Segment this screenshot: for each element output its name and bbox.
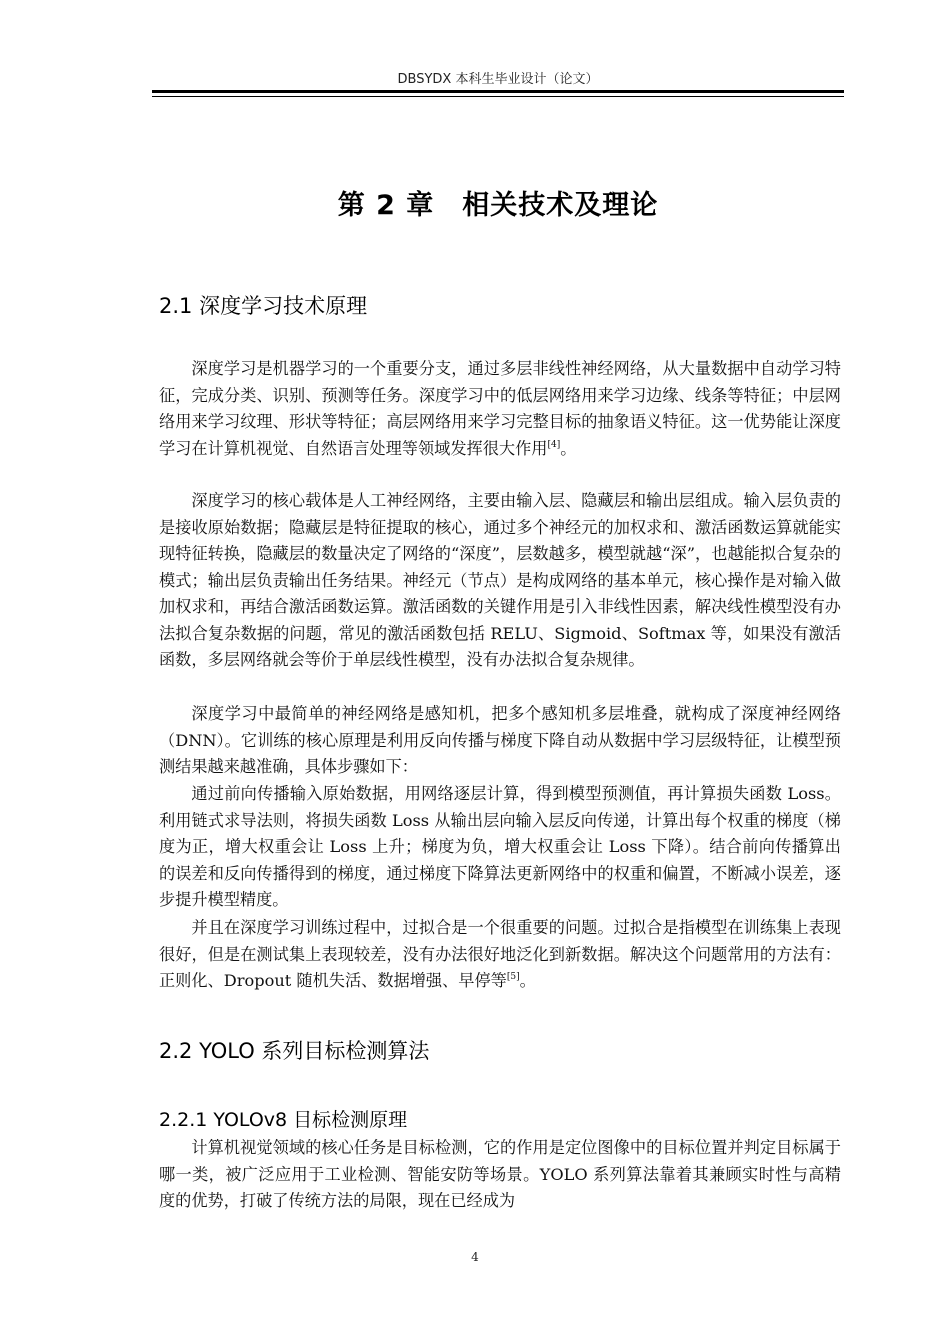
paragraph-2-1-5 [159,915,841,995]
paragraph-end: 。 [560,438,577,458]
chapter-title: 第 2 章 相关技术及理论 [337,190,659,221]
paragraph-end: 。 [519,971,536,990]
paragraph-text: 深度学习是机器学习的一个重要分支，通过多层非线性神经网络，从大量数据中自动学习特征，完成分类、识别、预测等任务。深度学习中的低层网络用来学习边缘、线条等特征；中层网络用来学习纹理、形状等特征；高层网络用来学习完整目标的抽象语义特征。这一优势能让深度学习在计算机视觉、自然语言处理等领域发挥很大作用 [159,359,841,458]
page-number: 4 [471,1250,479,1264]
paragraph-2-1-3: 深度学习中最简单的神经网络是感知机，把多个感知机多层堆叠，就构成了深度神经网络（DNN）。它训练的核心原理是利用反向传播与梯度下降自动从数据中学习层级特征，让模型预测结果越来越准确，具体步骤如下： [159,704,841,776]
paragraph-2-2-1-1: 计算机视觉领域的核心任务是目标检测，它的作用是定位图像中的目标位置并判定目标属于哪一类，被广泛应用于工业检测、智能安防等场景。YOLO 系列算法靠着其兼顾实时性与高精度的优势，打破了传统方法的局限，现在已经成为 [159,1138,841,1210]
section-heading-2-2: 2.2 YOLO 系列目标检测算法 [159,1039,430,1063]
header-rule-thin [152,96,844,97]
subsection-heading-2-2-1: 2.2.1 YOLOv8 目标检测原理 [159,1109,408,1131]
citation-ref: [4] [547,439,561,450]
paragraph-2-1-1 [159,356,841,462]
header-rule-thick [152,90,844,93]
section-heading-2-1: 2.1 深度学习技术原理 [159,294,368,318]
paragraph-text: 并且在深度学习训练过程中，过拟合是一个很重要的问题。过拟合是指模型在训练集上表现很好，但是在测试集上表现较差，没有办法很好地泛化到新数据。解决这个问题常用的方法有：正则化、Dropout 随机失活、数据增强、早停等 [159,918,841,990]
running-header: DBSYDX 本科生毕业设计（论文） [397,72,599,87]
citation-ref: [5] [506,972,520,982]
paragraph-2-1-2: 深度学习的核心载体是人工神经网络，主要由输入层、隐藏层和输出层组成。输入层负责的是接收原始数据；隐藏层是特征提取的核心，通过多个神经元的加权求和、激活函数运算就能实现特征转换，隐藏层的数量决定了网络的“深度”，层数越多，模型就越“深”，也越能拟合复杂的模式；输出层负责输出任务结果。神经元（节点）是构成网络的基本单元，核心操作是对输入做加权求和，再结合激活函数运算。激活函数的关键作用是引入非线性因素，解决线性模型没有办法拟合复杂数据的问题，常见的激活函数包括 RELU、Sigmoid、Softmax 等，如果没有激活函数，多层网络就会等价于单层线性模型，没有办法拟合复杂规律。 [159,491,841,669]
paragraph-2-1-4: 通过前向传播输入原始数据，用网络逐层计算，得到模型预测值，再计算损失函数 Loss。利用链式求导法则，将损失函数 Loss 从输出层向输入层反向传递，计算出每个权重的梯度（梯度为正，增大权重会让 Loss 上升；梯度为负，增大权重会让 Loss 下降）。结合前向传播算出的误差和反向传播得到的梯度，通过梯度下降算法更新网络中的权重和偏置，不断减小误差，逐步提升模型精度。 [159,784,841,909]
